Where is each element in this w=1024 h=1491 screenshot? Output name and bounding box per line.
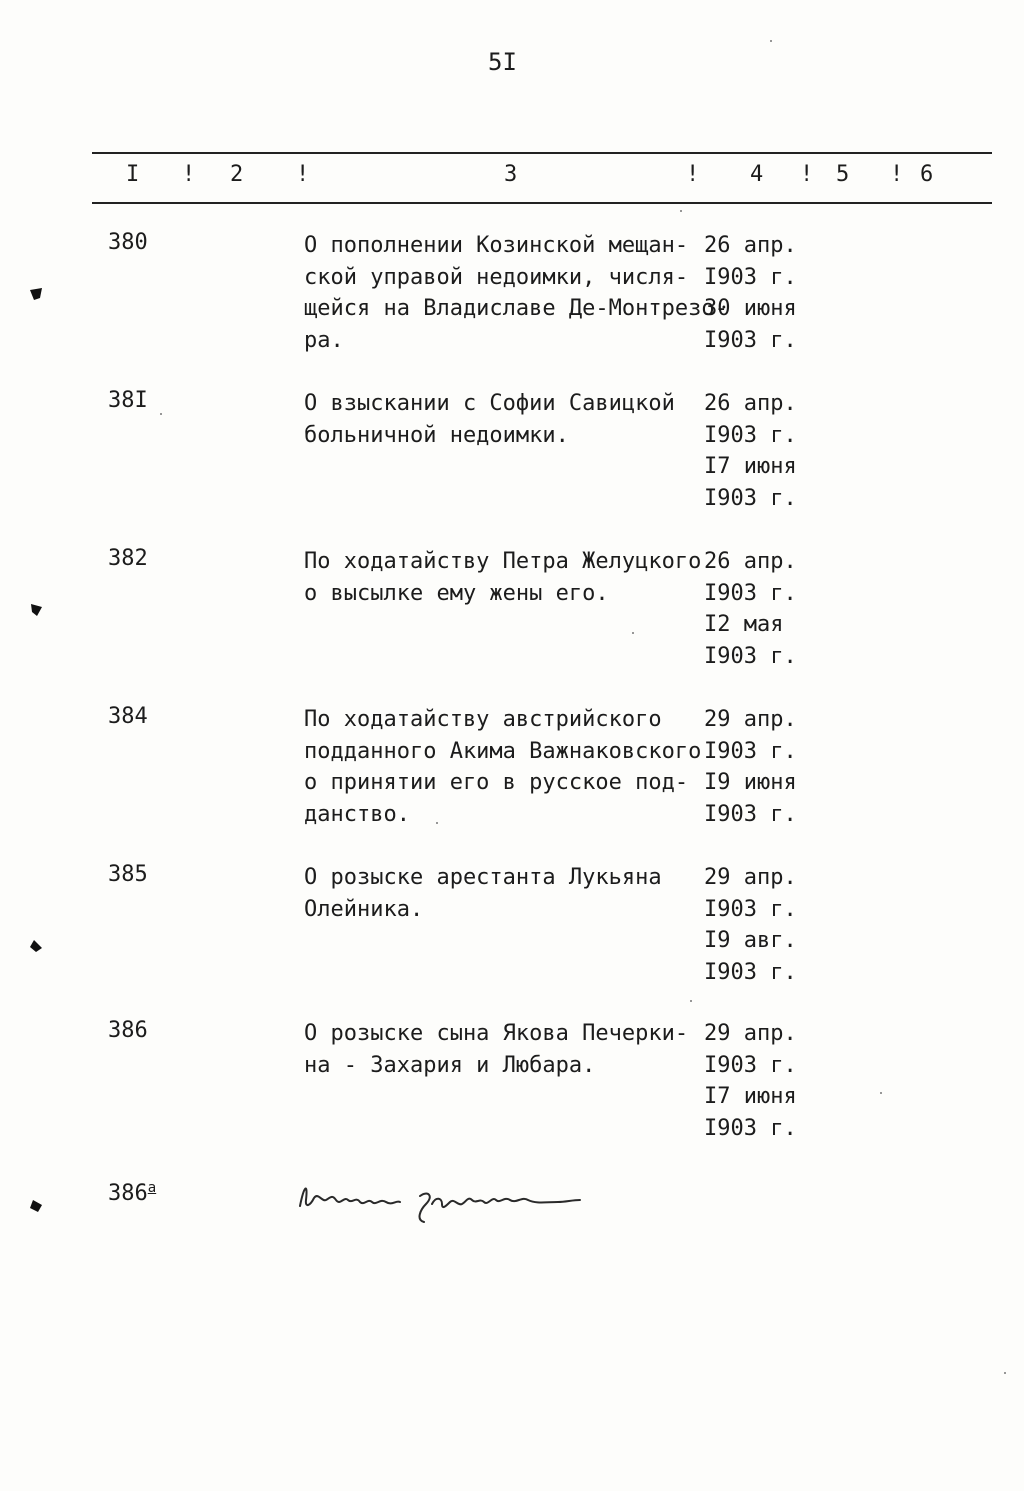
header-col-3: 3 [504,162,518,187]
scan-speck [690,1000,692,1002]
date-line: I903 г. [704,422,797,448]
date-line: 30 июня [704,296,797,321]
header-col-5: 5 [836,162,850,187]
title-line: данство. [304,801,410,827]
handwritten-note-signature [296,1176,596,1232]
header-separator: ! [686,162,700,187]
entry-number: 380 [108,230,148,255]
date-line: I9 июня [704,770,797,795]
header-col-4: 4 [750,162,764,187]
binder-hole-icon [28,602,44,618]
entry-dates [704,230,797,356]
title-line: щейся на Владиславе Де-Монтрезо- [304,296,728,321]
date-line: I903 г. [704,801,797,827]
title-line: подданного Акима Важнаковского [304,738,702,764]
date-line: 26 апр. [704,233,797,258]
date-line: I9 авг. [704,928,797,953]
header-bottom-rule [92,202,992,204]
entry-number: 386 [108,1018,148,1043]
title-line: больничной недоимки. [304,422,569,448]
page-number: 5I [488,48,517,76]
date-line: I903 г. [704,643,797,669]
header-separator: ! [890,162,904,187]
entry-number: 385 [108,862,148,887]
date-line: I7 июня [704,454,797,479]
entry-number: 382 [108,546,148,571]
entry-title [304,230,728,356]
title-line: ра. [304,327,344,353]
title-line: о принятии его в русское под- [304,770,689,795]
header-col-2: 2 [230,162,244,187]
title-line: на - Захария и Любара. [304,1052,596,1078]
date-line: I903 г. [704,738,797,764]
entry-dates [704,704,797,830]
date-line: I903 г. [704,327,797,353]
date-line: 26 апр. [704,391,797,416]
date-line: I903 г. [704,1115,797,1141]
title-line: о высылке ему жены его. [304,580,609,606]
header-separator: ! [182,162,196,187]
entry-dates [704,546,797,672]
entry-number-base: 386 [108,1181,148,1206]
entry-number-superscript: а [147,1180,157,1196]
date-line: 29 апр. [704,707,797,732]
date-line: I7 июня [704,1084,797,1109]
entry-title [304,704,704,830]
binder-hole-icon [28,938,44,954]
scan-speck [880,1092,882,1094]
entry-number: 38I [108,388,148,413]
header-separator: ! [296,162,310,187]
date-line: 29 апр. [704,865,797,890]
title-line: О розыске арестанта Лукьяна [304,865,662,890]
binder-hole-icon [28,286,44,302]
date-line: I903 г. [704,1052,797,1078]
binder-hole-icon [28,1198,44,1214]
title-line: Олейника. [304,896,424,922]
title-line: О взыскании с Софии Савицкой [304,391,675,416]
scan-speck [160,413,162,415]
entry-dates [704,1018,797,1144]
entry-title [304,546,704,609]
header-col-1: I [126,162,140,187]
title-line: О пополнении Козинской мещан- [304,233,689,258]
date-line: I903 г. [704,580,797,606]
date-line: 29 апр. [704,1021,797,1046]
title-line: ской управой недоимки, числя- [304,264,689,290]
header-separator: ! [800,162,814,187]
entry-number: 384 [108,704,148,729]
scan-speck [1004,1372,1006,1374]
date-line: I903 г. [704,485,797,511]
date-line: I903 г. [704,959,797,985]
date-line: 26 апр. [704,549,797,574]
scan-speck [436,822,438,824]
entry-title [304,1018,704,1081]
date-line: I903 г. [704,896,797,922]
title-line: По ходатайству Петра Желуцкого [304,549,702,574]
header-col-6: 6 [920,162,934,187]
entry-dates [704,388,797,514]
entry-dates [704,862,797,988]
entry-title [304,388,704,451]
scan-speck [632,632,634,634]
entry-number [108,1180,156,1206]
title-line: О розыске сына Якова Печерки- [304,1021,689,1046]
title-line: По ходатайству австрийского [304,707,662,732]
header-top-rule [92,152,992,154]
entry-title [304,862,704,925]
scan-speck [680,210,682,212]
date-line: I2 мая [704,612,784,637]
scan-speck [770,40,772,42]
date-line: I903 г. [704,264,797,290]
